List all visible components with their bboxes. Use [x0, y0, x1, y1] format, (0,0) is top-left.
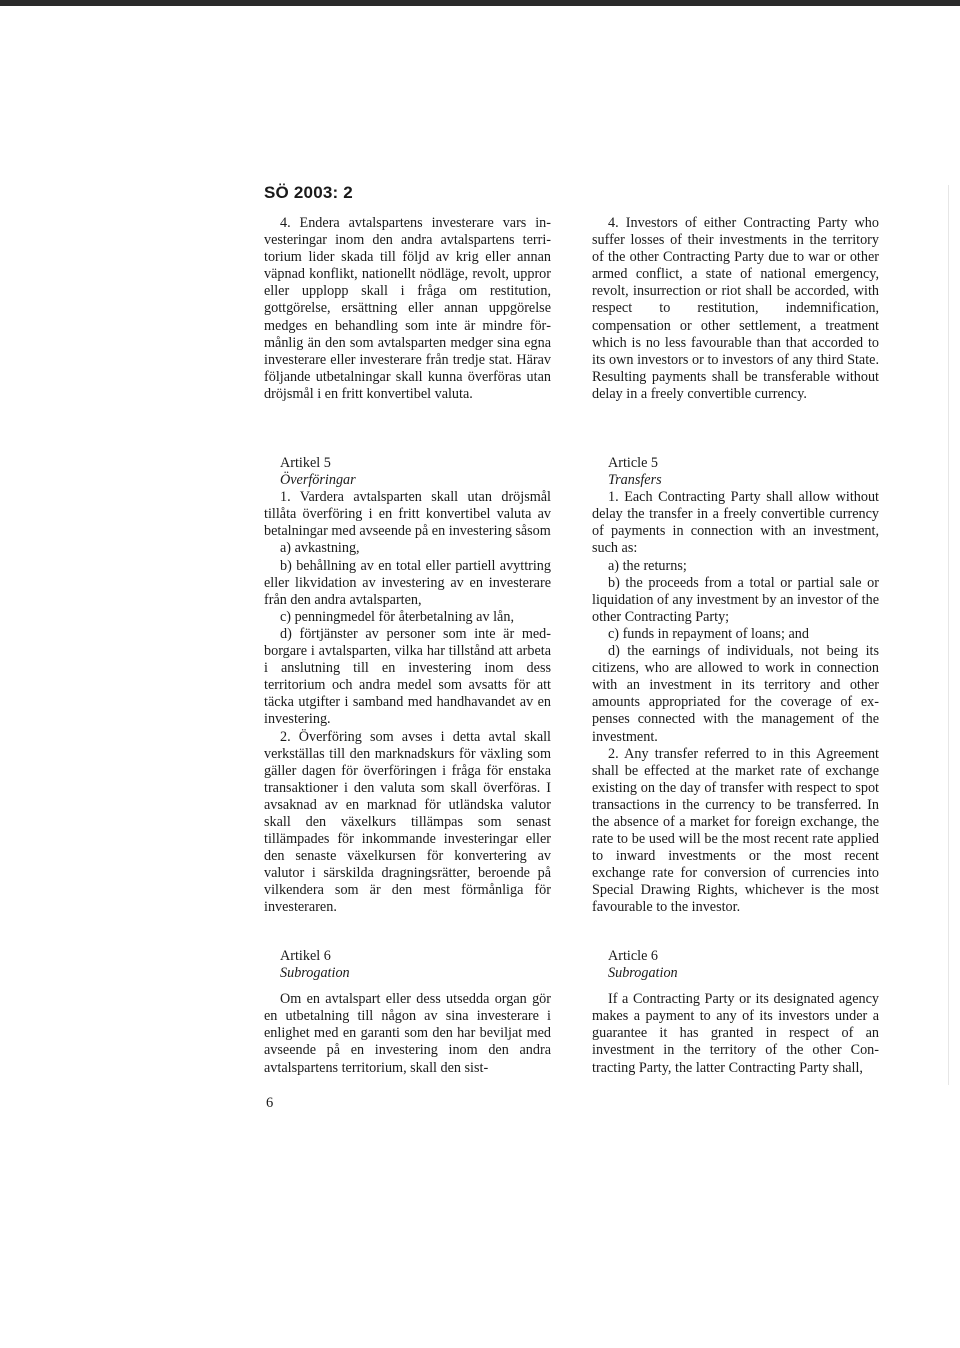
english-article-5-title: Article 5 — [608, 455, 659, 471]
english-article-6 — [592, 948, 879, 1077]
swedish-section-4 — [264, 215, 551, 403]
swedish-article-6-para-1: Om en avtalspart eller dess utsedda organ gör en utbetalning till någon av sina investerare i enlighet med en garanti som den har beviljat med avseende på en investering inom den andra avtalspartens territorium, skall den sist- — [264, 991, 551, 1076]
page-number: 6 — [266, 1095, 274, 1111]
english-article-5-para-2: 2. Any transfer referred to in this Agreement shall be effected at the market rate of exchange existing on the day of transfer with respect to spot transactions in the currency to be transferred. In the absence of a market for foreign exchange, the rate to be used will be the most recent rate applied to inward investments or the most recent exchange rate for conversion of currencies into Special Drawing Rights, whichever is the most favourable to the investor. — [592, 745, 879, 916]
swedish-article-5-para-1: 1. Vardera avtalsparten skall utan dröjsmål tillåta överföring i en fritt konvertibel valuta av betalningar med avseende på en investering såsom — [264, 489, 551, 540]
scan-top-border — [0, 0, 960, 6]
english-article-6-subtitle: Subrogation — [608, 965, 678, 982]
swedish-article-5-title: Artikel 5 — [280, 455, 331, 471]
swedish-article-5-item-a: a) avkastning, — [280, 540, 360, 557]
english-article-5-item-b: b) the proceeds from a total or partial sale or liquidation of any investment by an investor of the other Contracting Party; — [592, 574, 879, 625]
english-article-5-subtitle: Transfers — [608, 472, 662, 489]
english-paragraph-4: 4. Investors of either Contracting Party who suffer losses of their investments in the territory of the other Contracting Party due to war or other armed conflict, a state of national emergency, revolt, insurrection or riot shall be accorded, with respect to restitution, indemnification, compensation or other settlement, a treatment which is no less favourable than that accorded to its own investors or to investors of any third State. Resulting payments shall be transferable without delay in a freely convertible currency. — [592, 215, 879, 402]
english-section-4 — [592, 215, 879, 403]
swedish-article-5-para-2: 2. Överföring som avses i detta avtal skall verkställas till den marknadskurs för växling som gäller dagen för överföringen i fråga för enstaka transaktioner i den valuta som skall överföras. I avsaknad av en marknad för utländska valutor skall den växelkurs tillämpas som senast tillämpades för inkommande investeringar eller den senaste växelkursen för konvertering av valutor i särskilda dragningsrätter, beroende på vilkendera som är den mest förmånliga för investeraren. — [264, 728, 551, 916]
swedish-article-5-item-c: c) penningmedel för återbetalning av lån, — [280, 608, 514, 625]
swedish-article-5 — [264, 455, 551, 917]
english-article-6-title: Article 6 — [608, 948, 659, 964]
english-article-5-item-c: c) funds in repayment of loans; and — [608, 625, 809, 642]
swedish-article-5-item-b: b) behållning av en total eller partiell avyttring eller likvidation av investering av en investerare från den andra avtalsparten, — [264, 557, 551, 608]
swedish-article-5-subtitle: Överföringar — [280, 472, 356, 489]
swedish-article-5-item-d: d) förtjänster av personer som inte är medborgare i avtalsparten, vilka har tillstånd att arbeta i anslutning till en investering inom dess territorium och andra medel som avsatts för att täcka utgifter i samband med handhavandet av en investering. — [264, 625, 551, 728]
document-code: SÖ 2003: 2 — [264, 183, 353, 202]
english-article-6-para-1: If a Contracting Party or its designated agency makes a payment to any of its investors under a guarantee it has granted in respect of an investment in the territory of the other Contracting Party, the latter Contracting Party shall, — [592, 991, 879, 1076]
swedish-article-6-title: Artikel 6 — [280, 948, 331, 964]
english-article-5-item-a: a) the returns; — [608, 557, 687, 574]
english-article-5-para-1: 1. Each Contracting Party shall allow without delay the transfer in a freely convertible currency of payments in connection with an investment, such as: — [592, 489, 879, 557]
english-article-5 — [592, 455, 879, 917]
swedish-article-6-subtitle: Subrogation — [280, 965, 350, 982]
scan-edge-line — [948, 185, 949, 1085]
swedish-paragraph-4: 4. Endera avtalspartens investerare vars investeringar inom den andra avtalspartens territorium lider skada till följd av krig eller annan väpnad konflikt, nationellt nödläge, revolt, uppror eller upplopp skall i fråga om restitution, gottgörelse, ersättning eller annan uppgörelse medges en behandling som inte är mindre förmånlig än den som avtalsparten medger sina egna investerare eller investerare från tredje stat. Härav följande utbetalningar skall kunna överföras utan dröjsmål i en fritt konvertibel valuta. — [264, 215, 551, 402]
english-article-5-item-d: d) the earnings of individuals, not being its citizens, who are allowed to work in connection with an investment in its territory and other amounts appropriated for the coverage of expenses connected with the management of the investment. — [592, 643, 879, 745]
swedish-article-6 — [264, 948, 551, 1077]
